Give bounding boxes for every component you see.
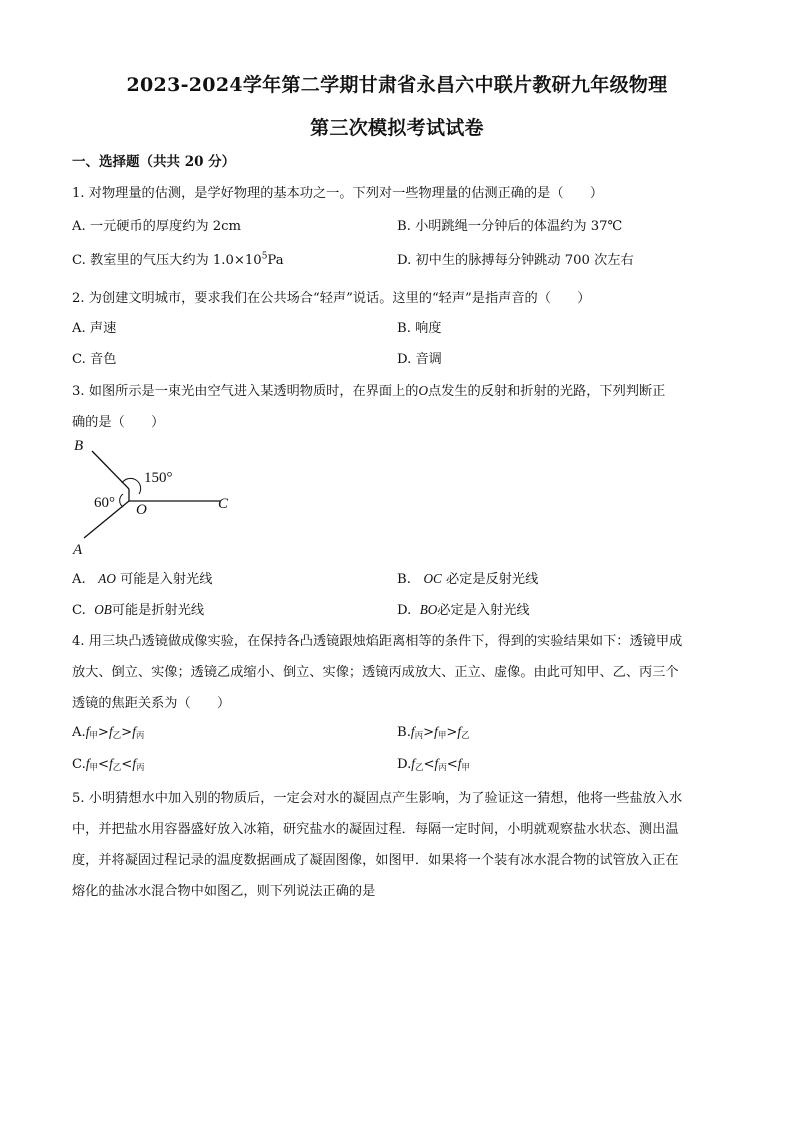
q5-stem-line3: 度，并将凝固过程记录的温度数据画成了凝固图像，如图甲．如果将一个装有冰水混合物的试管放入正在: [72, 853, 679, 868]
q2-option-c: C. 音色: [72, 352, 117, 367]
section-heading: 一、选择题（共共 20 分）: [72, 154, 236, 170]
label-o: O: [136, 502, 147, 518]
label-a: A: [73, 542, 83, 558]
q4-stem-line2: 放大、倒立、实像；透镜乙成缩小、倒立、实像；透镜丙成放大、正立、虚像。由此可知甲、乙、丙三个: [72, 665, 679, 680]
label-c: C: [218, 496, 229, 512]
angle-label-60: 60°: [94, 495, 115, 511]
q1-option-c: C. 教室里的气压大约为 $1.0\times 10^5Pa$: [72, 251, 284, 268]
q4-stem-line1: 4. 用三块凸透镜做成像实验，在保持各凸透镜跟烛焰距离相等的条件下，得到的实验结果如下：透镜甲成: [72, 634, 683, 649]
label-b: B: [74, 438, 84, 454]
light-path-figure: [70, 434, 240, 559]
q5-stem-line1: 5. 小明猜想水中加入别的物质后，一定会对水的凝固点产生影响，为了验证这一猜想，他将一些盐放入水: [72, 791, 683, 806]
exam-title-line2: 第三次模拟考试试卷: [310, 117, 484, 139]
q3-stem-line2: 确的是（ ）: [72, 415, 165, 430]
q4-option-a: $A.f_甲>f_乙>f_丙$: [72, 724, 145, 741]
q4-option-d: $D.f_乙<f_丙<f_甲$: [397, 756, 470, 773]
angle-arc-60: [120, 494, 123, 507]
q5-stem-line4: 熔化的盐冰水混合物中如图乙，则下列说法正确的是: [72, 884, 376, 899]
q2-stem: 2. 为创建文明城市，要求我们在公共场合“轻声”说话。这里的“轻声”是指声音的（ ）: [72, 291, 591, 306]
q5-stem-line2: 中，并把盐水用容器盛好放入冰箱，研究盐水的凝固过程．每隔一定时间，小明就观察盐水状态、测出温: [72, 822, 679, 837]
q1-stem: 1. 对物理量的估测，是学好物理的基本功之一。下列对一些物理量的估测正确的是（ ）: [72, 186, 604, 201]
q4-option-b: $B.f_丙>f_甲>f_乙$: [397, 724, 470, 741]
q3-option-c: C. OB可能是折射光线: [72, 602, 205, 618]
exam-title-line1: 2023-2024学年第二学期甘肃省永昌六中联片教研九年级物理: [126, 74, 668, 96]
ray-bo: [92, 451, 129, 489]
q1-option-a: A. 一元硬币的厚度约为 2cm: [72, 219, 242, 234]
angle-label-150: 150°: [144, 470, 173, 486]
angle-arc-150: [122, 478, 141, 494]
q1-option-d: D. 初中生的脉搏每分钟跳动 700 次左右: [397, 253, 634, 268]
q2-option-a: A. 声速: [72, 321, 117, 336]
q3-option-a: A. AO 可能是入射光线: [72, 571, 213, 587]
q4-stem-line3: 透镜的焦距关系为（ ）: [72, 696, 231, 711]
q2-option-b: B. 响度: [397, 321, 442, 336]
q3-option-d: D. BO必定是入射光线: [397, 602, 530, 618]
q3-stem-line1: 3. 如图所示是一束光由空气进入某透明物质时，在界面上的O点发生的反射和折射的光路，下列判断正: [72, 383, 666, 399]
q3-option-b: B. OC 必定是反射光线: [397, 571, 539, 587]
q2-option-d: D. 音调: [397, 352, 442, 367]
q1-option-b: B. 小明跳绳一分钟后的体温约为 37℃: [397, 219, 623, 234]
q4-option-c: $C.f_甲<f_乙<f_丙$: [72, 756, 145, 773]
